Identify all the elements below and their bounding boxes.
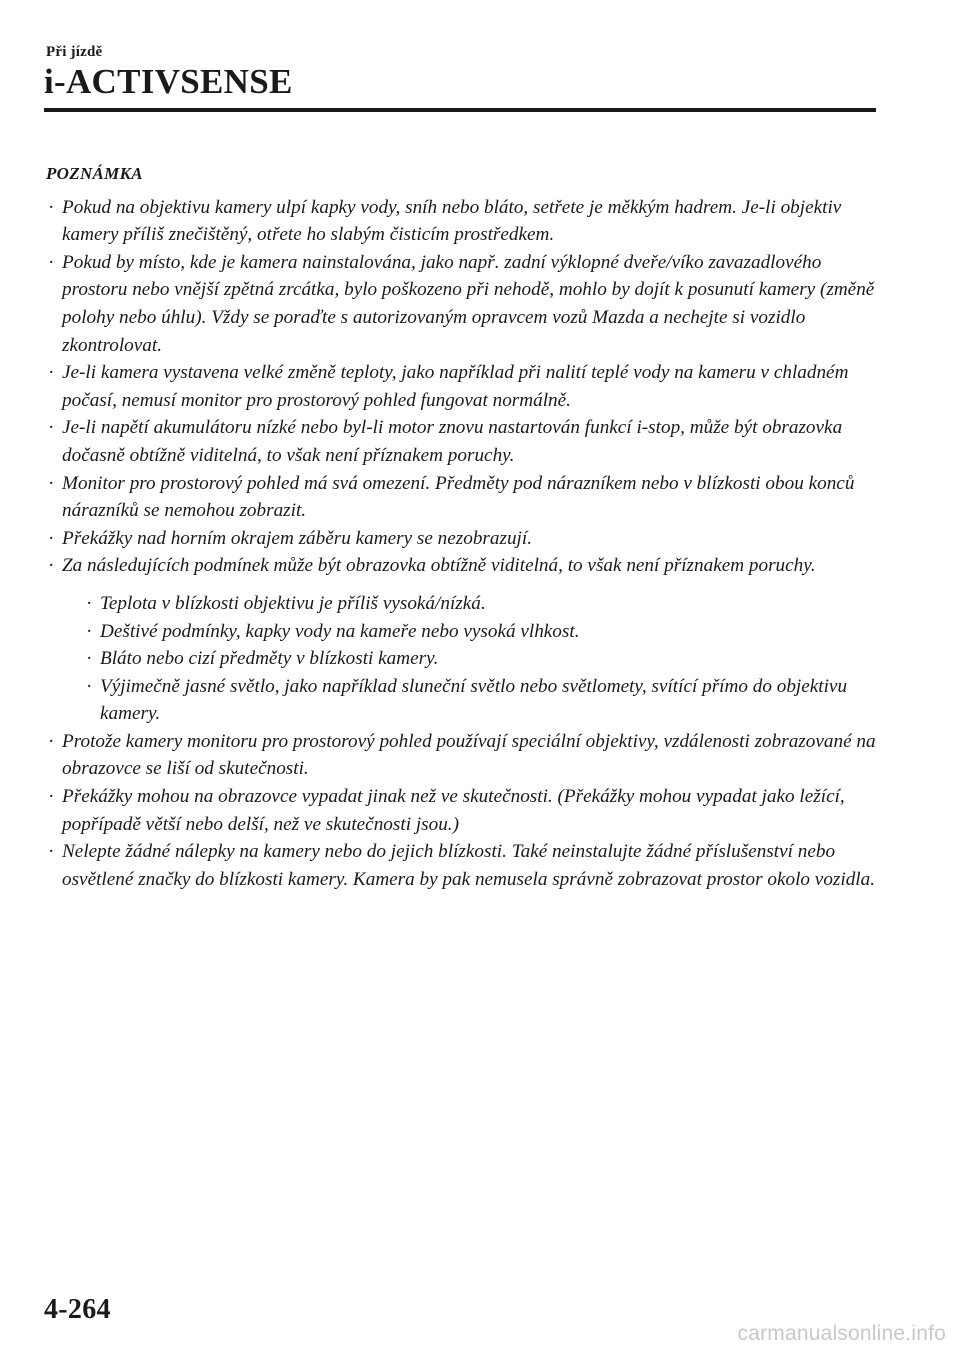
bullet-icon: · [48, 196, 55, 218]
list-item-text: Je-li napětí akumulátoru nízké nebo byl-li motor znovu nastartován funkcí i-stop, může být obrazovka dočasně obtížně viditelná, to však není příznakem poruchy. [62, 417, 843, 466]
bullet-icon: · [86, 592, 93, 614]
list-item [46, 414, 886, 469]
sub-list [84, 590, 886, 728]
list-item [46, 552, 886, 728]
bullet-icon: · [48, 786, 55, 808]
page-number: 4-264 [44, 1294, 111, 1325]
sub-list-item [84, 590, 886, 618]
list-item-text: Pokud na objektivu kamery ulpí kapky vody, sníh nebo bláto, setřete je měkkým hadrem. Je-li objektiv kamery příliš znečištěný, otřete ho slabým čisticím prostředkem. [62, 196, 842, 246]
list-item [46, 249, 886, 359]
header-rule [44, 108, 876, 112]
note-block [46, 160, 886, 893]
list-item-text: Je-li kamera vystavena velké změně teploty, jako například při nalití teplé vody na kameru v chladném počasí, nemusí monitor pro prostorový pohled fungovat normálně. [62, 362, 849, 411]
list-item-text: Nelepte žádné nálepky na kamery nebo do jejich blízkosti. Také neinstalujte žádné příslušenství nebo osvětlené značky do blízkosti kamery. Kamera by pak nemusela správně zobrazovat prostor okolo vozidla. [62, 841, 876, 890]
sub-list-item-text: Deštivé podmínky, kapky vody na kameře nebo vysoká vlhkost. [100, 620, 580, 642]
bullet-icon: · [48, 251, 55, 273]
list-item [46, 783, 886, 838]
list-item-text: Překážky nad horním okrajem záběru kamery se nezobrazují. [62, 527, 533, 549]
list-item-text: Monitor pro prostorový pohled má svá omezení. Předměty pod nárazníkem nebo v blízkosti obou konců nárazníků se nemohou zobrazit. [62, 472, 855, 522]
note-title: POZNÁMKA [46, 164, 143, 183]
sub-list-item [84, 673, 886, 728]
sub-list-item-text: Bláto nebo cizí předměty v blízkosti kamery. [100, 648, 439, 670]
list-item [46, 838, 886, 893]
bullet-icon: · [48, 417, 55, 439]
section-label: Při jízdě [46, 44, 103, 60]
bullet-icon: · [48, 555, 55, 577]
list-item [46, 194, 886, 249]
bullet-icon: · [48, 527, 55, 549]
sub-list-item-text: Výjimečně jasné světlo, jako například sluneční světlo nebo světlomety, svítící přímo do objektivu kamery. [100, 675, 848, 725]
bullet-icon: · [48, 841, 55, 863]
list-item [46, 470, 886, 525]
list-item [46, 525, 886, 553]
list-item [46, 359, 886, 414]
bullet-icon: · [48, 472, 55, 494]
list-item [46, 728, 886, 783]
sub-list-item-text: Teplota v blízkosti objektivu je příliš vysoká/nízká. [100, 592, 486, 614]
list-item-text: Za následujících podmínek může být obrazovka obtížně viditelná, to však není příznakem poruchy. [62, 555, 816, 577]
list-item-text: Protože kamery monitoru pro prostorový pohled používají speciální objektivy, vzdálenosti zobrazované na obrazovce se liší od skutečnosti. [62, 730, 876, 780]
chapter-title: i-ACTIVSENSE [44, 62, 293, 101]
bullet-icon: · [86, 620, 93, 642]
bullet-icon: · [48, 730, 55, 752]
watermark: carmanualsonline.info [737, 1322, 946, 1345]
bullet-icon: · [86, 675, 93, 697]
list-item-text: Pokud by místo, kde je kamera nainstalována, jako např. zadní výklopné dveře/víko zavazadlového prostoru nebo vnější zpětná zrcátka, bylo poškozeno při nehodě, mohlo by dojít k posunutí kamery (změně polohy nebo úhlu). Vždy se poraďte s autorizovaným opravcem vozů Mazda a nechejte si vozidlo zkontrolovat. [62, 251, 875, 356]
list-item-text: Překážky mohou na obrazovce vypadat jinak než ve skutečnosti. (Překážky mohou vypadat jako ležící, popřípadě větší nebo delší, než ve skutečnosti jsou.) [62, 786, 845, 835]
bullet-icon: · [86, 648, 93, 670]
sub-list-item [84, 645, 886, 673]
note-list [46, 194, 886, 894]
sub-list-item [84, 618, 886, 646]
bullet-icon: · [48, 362, 55, 384]
